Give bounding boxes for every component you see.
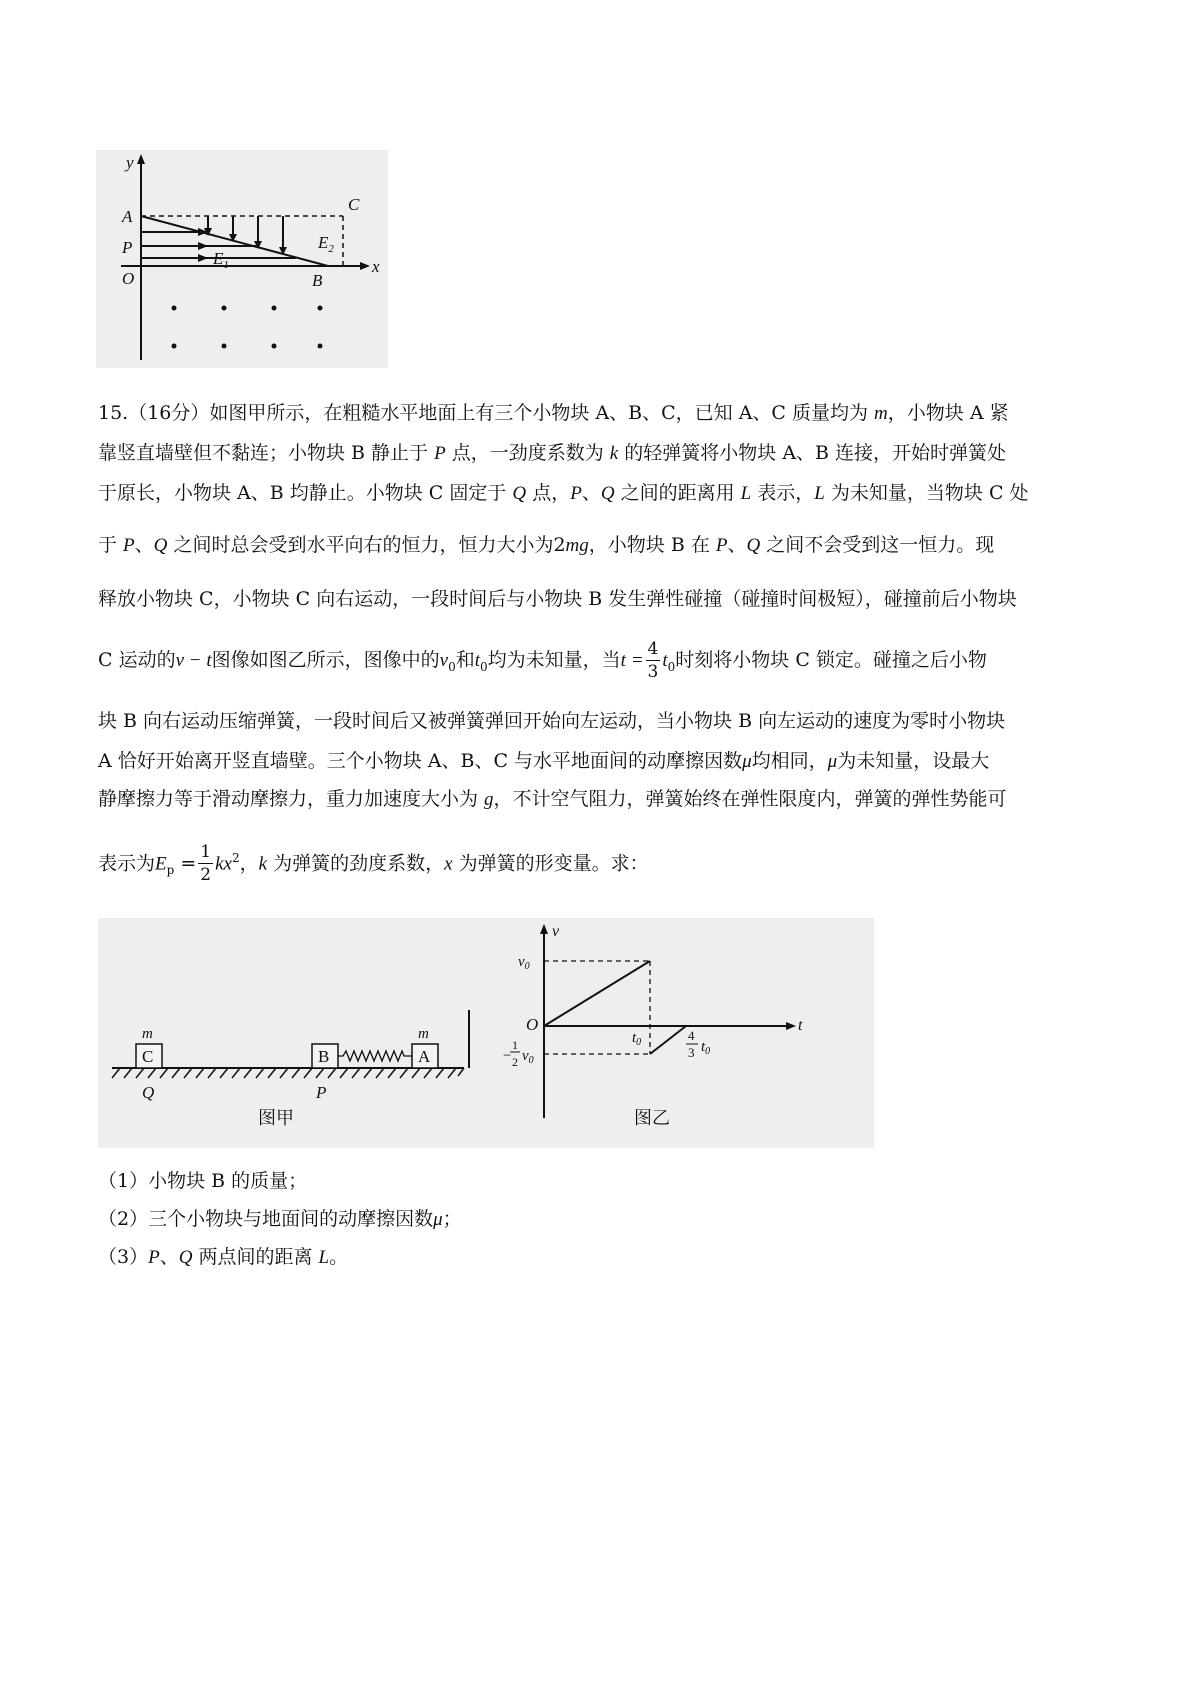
half-den: 2: [512, 1055, 518, 1069]
neg-half-v0-v: $v_0$: [522, 1048, 534, 1066]
label-A: A: [122, 207, 133, 226]
caption-jia: 图甲: [258, 1108, 294, 1129]
block-B-label: B: [318, 1047, 330, 1066]
question-3: （3）P、Q 两点间的距离 L。: [98, 1246, 349, 1268]
label-E1: $E_1$: [213, 249, 229, 271]
magnetic-field-dots: [172, 306, 323, 349]
v-axis-label: v: [552, 923, 560, 940]
problem-line-6: C 运动的v − t图像如图乙所示，图像中的$v_0$和$t_0$均为未知量，当t = $\frac{4}{3}$ $t_0$时刻将小物块 C 锁定。碰撞之后小物: [98, 639, 987, 682]
caption-yi: 图乙: [634, 1108, 670, 1129]
block-C-label: C: [142, 1047, 154, 1066]
question-1: （1）小物块 B 的质量；: [98, 1170, 308, 1192]
v0-label: $v_0$: [518, 954, 530, 972]
problem-line-1: 15.（16分）如图甲所示，在粗糙水平地面上有三个小物块 A、B、C，已知 A、C 质量均为 m，小物块 A 紧: [98, 402, 1009, 424]
problem-line-7: 块 B 向右运动压缩弹簧，一段时间后又被弹簧弹回开始向左运动，当小物块 B 向左运动的速度为零时小物块: [98, 710, 1006, 732]
problem-line-9: 静摩擦力等于滑动摩擦力，重力加速度大小为 g，不计空气阻力，弹簧始终在弹性限度内，弹簧的弹性势能可: [98, 788, 1007, 810]
label-E2: $E_2$: [318, 233, 334, 255]
half-num: 1: [512, 1038, 518, 1052]
e1-arrowhead: [198, 254, 208, 262]
decel-segment: [650, 1026, 686, 1054]
point-P-label: P: [316, 1083, 327, 1102]
y-axis-arrow: [137, 154, 145, 164]
t0-label: $t_0$: [632, 1030, 642, 1048]
problem-line-5: 释放小物块 C，小物块 C 向右运动，一段时间后与小物块 B 发生弹性碰撞（碰撞时间极短），碰撞前后小物块: [98, 588, 1017, 610]
t-axis-arrow: [786, 1022, 796, 1030]
accel-segment: [544, 961, 650, 1026]
four-thirds-den: 3: [688, 1045, 695, 1060]
problem-number: 15.（16分）: [98, 402, 210, 424]
four-thirds-t0: $t_0$: [701, 1039, 711, 1057]
label-P: P: [122, 238, 133, 257]
spring: [338, 1051, 412, 1061]
fraction-four-thirds: $\frac{4}{3}$: [647, 639, 659, 682]
x-axis-arrow: [360, 262, 370, 270]
problem-line-3: 于原长，小物块 A、B 均静止。小物块 C 固定于 Q 点，P、Q 之间的距离用 L 表示，L 为未知量，当物块 C 处: [98, 482, 1029, 504]
label-C: C: [348, 195, 360, 214]
neg-half-v0-label: −: [502, 1048, 513, 1064]
problem-line-8: A 恰好开始离开竖直墙壁。三个小物块 A、B、C 与水平地面间的动摩擦因数μ均相同，μ为未知量，设最大: [98, 750, 990, 772]
label-B: B: [312, 271, 323, 290]
y-axis-label: y: [126, 153, 134, 172]
e1-arrowhead: [198, 242, 208, 250]
figure-yi: [502, 923, 803, 1129]
question-2: （2）三个小物块与地面间的动摩擦因数μ；: [98, 1208, 462, 1230]
v-axis-arrow: [540, 924, 548, 934]
problem-line-4: 于 P、Q 之间时总会受到水平向右的恒力，恒力大小为2mg，小物块 B 在 P、Q 之间不会受到这一恒力。现: [98, 534, 995, 556]
fraction-one-half: $\frac{1}{2}$: [200, 842, 212, 886]
problem-line-10: 表示为$E_p$ = $\frac{1}{2}$ $kx^2$，k 为弹簧的劲度系数，x 为弹簧的形变量。求：: [98, 842, 649, 886]
origin-label: O: [526, 1015, 539, 1034]
block-C-mass: m: [142, 1026, 153, 1042]
point-Q-label: Q: [142, 1083, 155, 1102]
block-A-mass: m: [418, 1026, 429, 1042]
problem-line-2: 靠竖直墙壁但不黏连；小物块 B 静止于 P 点，一劲度系数为 k 的轻弹簧将小物块 A、B 连接，开始时弹簧处: [98, 442, 1007, 464]
t-axis-label: t: [798, 1017, 803, 1034]
field-diagram: [96, 150, 388, 368]
figure-jia: [112, 1010, 469, 1129]
block-A-label: A: [418, 1047, 431, 1066]
ground-hatch: [112, 1068, 464, 1078]
x-axis-label: x: [372, 257, 380, 276]
blocks-and-vt-figure: [98, 918, 874, 1148]
four-thirds-num: 4: [688, 1028, 695, 1043]
label-O: O: [122, 269, 135, 288]
